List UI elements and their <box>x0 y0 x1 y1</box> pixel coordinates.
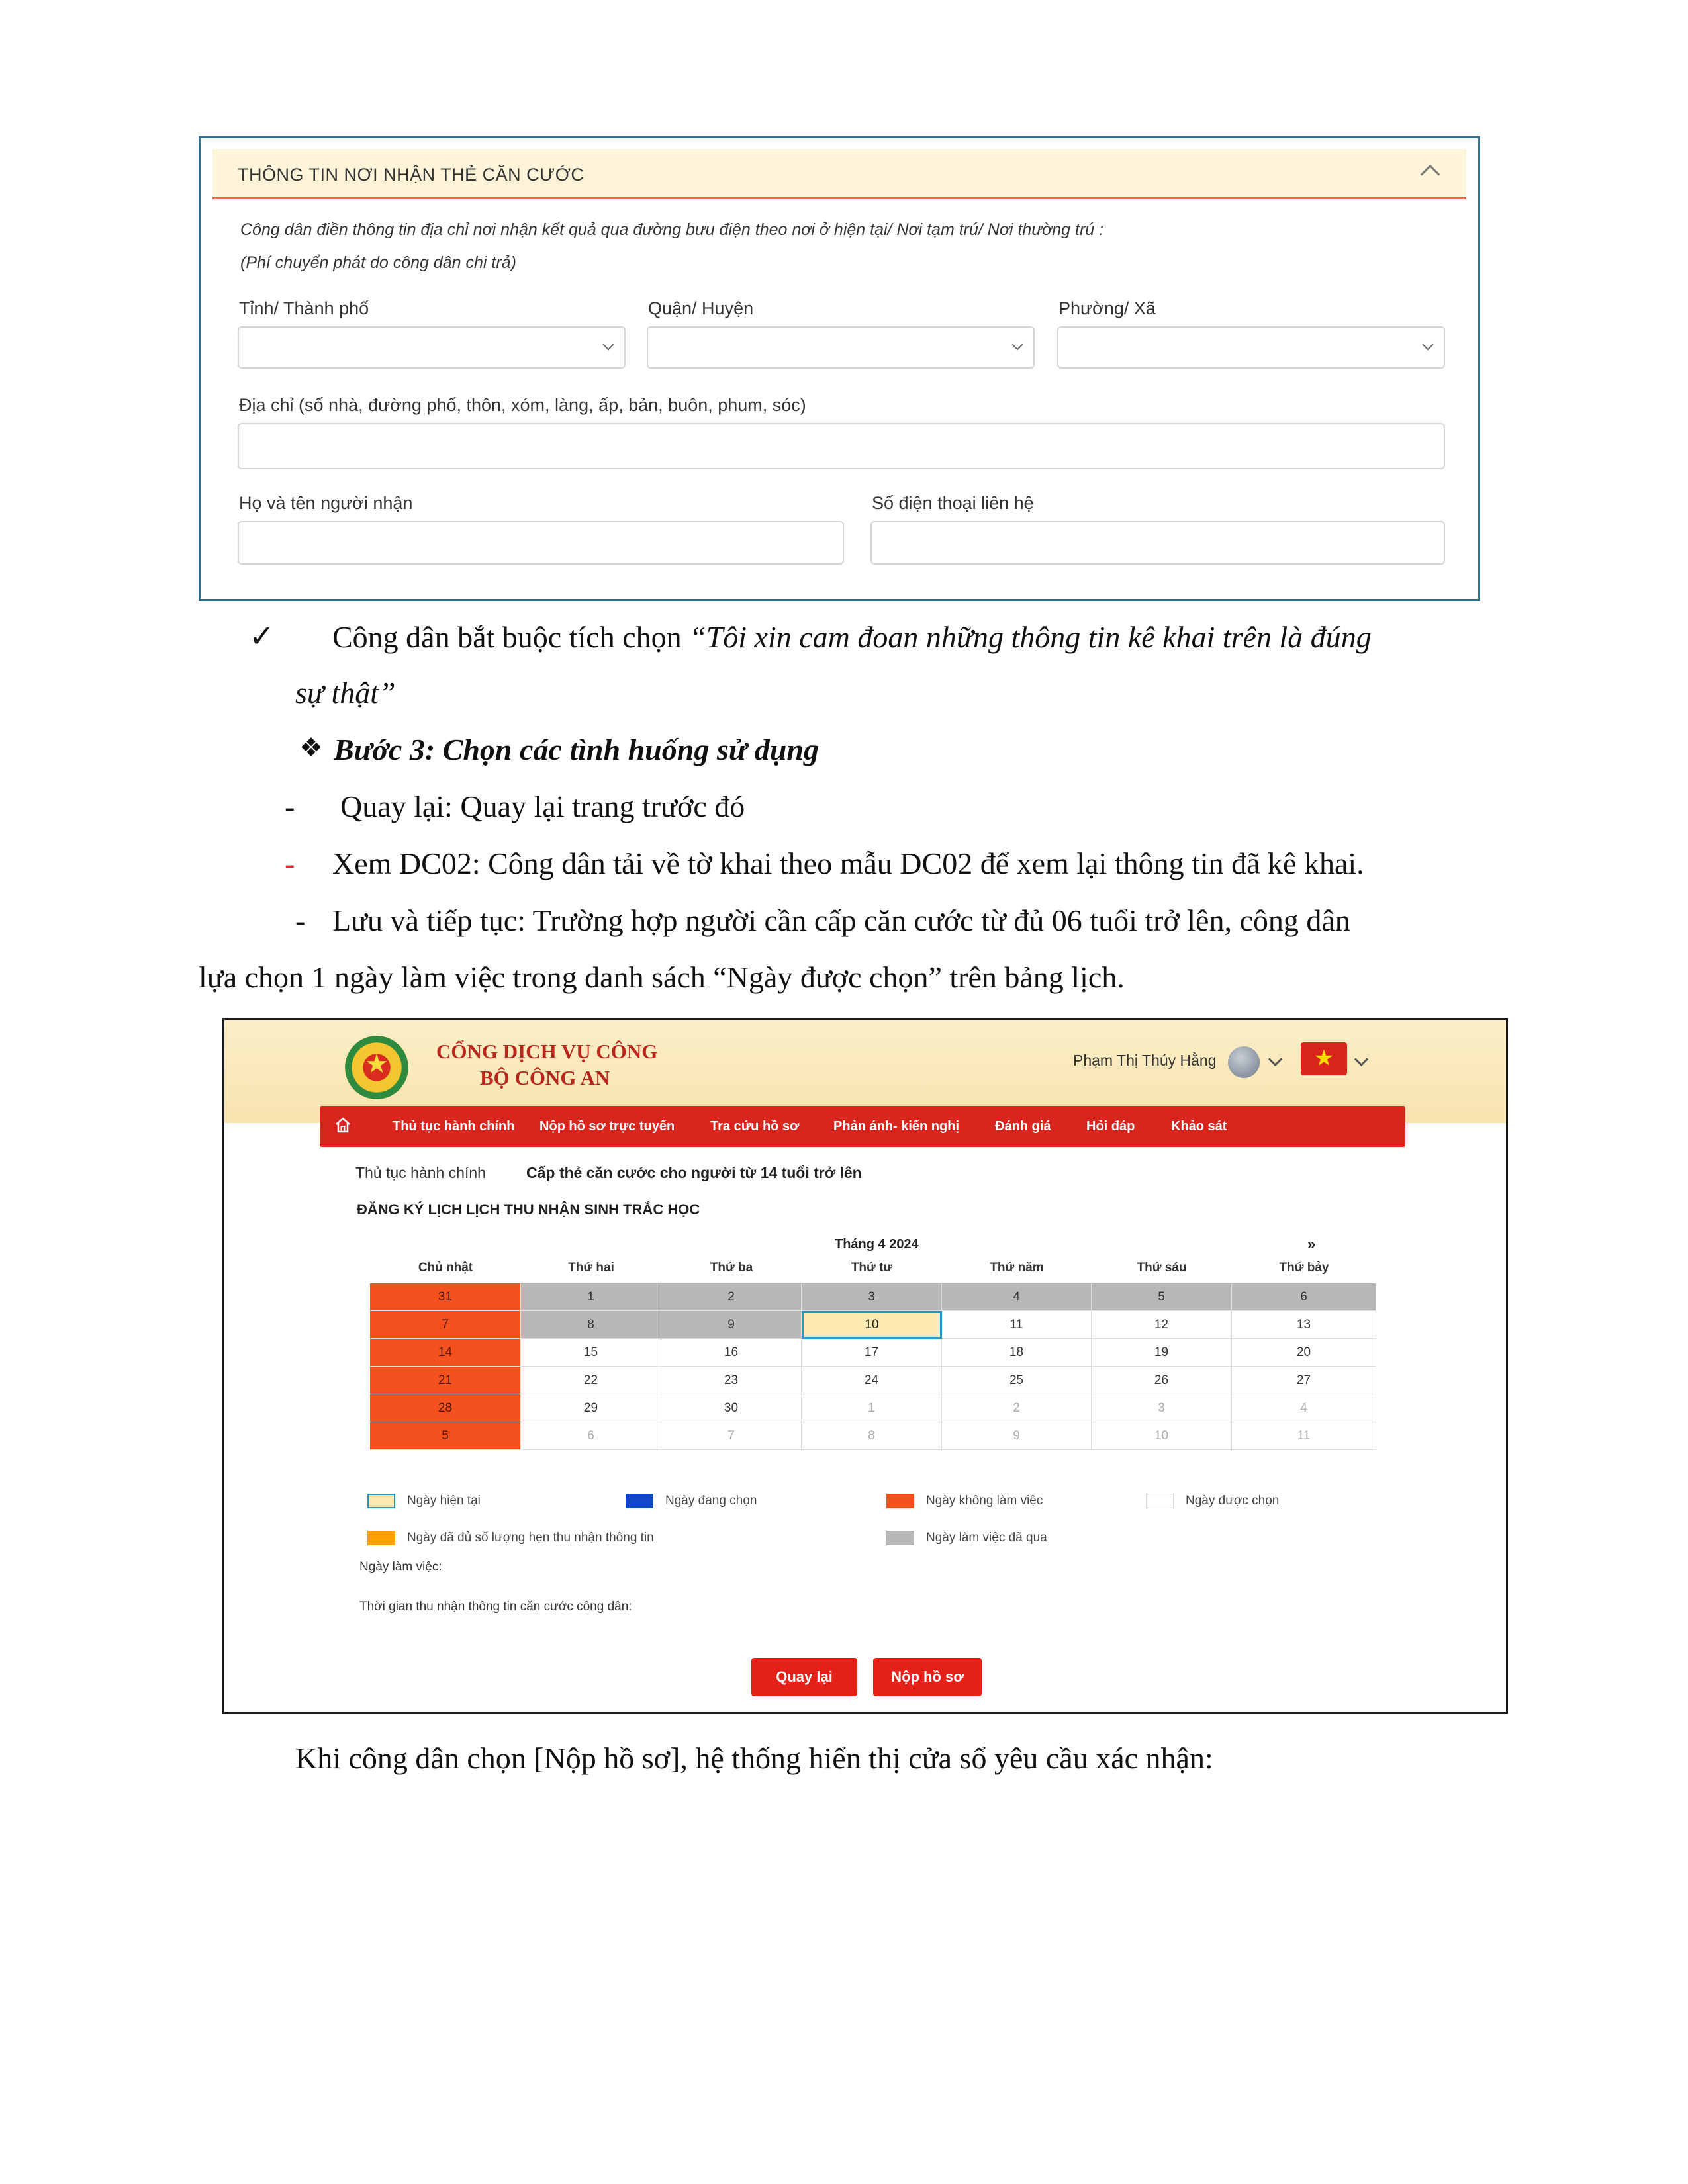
language-chevron-down-icon[interactable] <box>1354 1052 1368 1066</box>
calendar-day-cell: 2 <box>942 1394 1092 1422</box>
vietnam-flag-icon[interactable]: ★ <box>1301 1042 1347 1075</box>
chevron-down-icon <box>603 340 614 351</box>
calendar-day-cell: 28 <box>370 1394 521 1422</box>
phone-label: Số điện thoại liên hệ <box>872 493 1034 513</box>
time-label: Thời gian thu nhận thông tin căn cước công dân: <box>359 1600 632 1614</box>
calendar-day-cell[interactable]: 23 <box>661 1367 802 1394</box>
calendar-day-cell[interactable]: 29 <box>521 1394 661 1422</box>
calendar-day-cell[interactable]: 22 <box>521 1367 661 1394</box>
item-back: Quay lại: Quay lại trang trước đó <box>340 790 745 823</box>
ward-select[interactable] <box>1057 326 1445 369</box>
address-label: Địa chỉ (số nhà, đường phố, thôn, xóm, làng, ấp, bản, buôn, phum, sóc) <box>239 395 806 415</box>
legend-today-label: Ngày hiện tại <box>407 1494 481 1508</box>
diamond-bullet-icon: ❖ <box>299 733 323 762</box>
legend-past-label: Ngày làm việc đã qua <box>926 1531 1047 1545</box>
weekday-header: Chủ nhật <box>418 1261 473 1275</box>
chevron-down-icon <box>1423 340 1434 351</box>
calendar-day-cell[interactable]: 20 <box>1232 1339 1376 1367</box>
check-instruction-quote-end: sự thật” <box>295 676 396 709</box>
legend-non-working-label: Ngày không làm việc <box>926 1494 1043 1508</box>
calendar-day-cell: 21 <box>370 1367 521 1394</box>
calendar-day-cell: 11 <box>1232 1422 1376 1450</box>
breadcrumb-parent[interactable]: Thủ tục hành chính <box>355 1164 486 1181</box>
address-input[interactable] <box>238 423 1445 469</box>
calendar-day-cell: 7 <box>661 1422 802 1450</box>
calendar-day-cell: 6 <box>521 1422 661 1450</box>
calendar-day-cell[interactable]: 19 <box>1092 1339 1232 1367</box>
dash-bullet: - <box>285 846 295 880</box>
submit-button[interactable]: Nộp hồ sơ <box>873 1658 982 1696</box>
brand-line2[interactable]: BỘ CÔNG AN <box>480 1066 610 1089</box>
form-section-header[interactable] <box>212 149 1466 199</box>
calendar-day-cell[interactable]: 30 <box>661 1394 802 1422</box>
calendar-day-cell[interactable]: 13 <box>1232 1311 1376 1339</box>
calendar-day-cell: 8 <box>521 1311 661 1339</box>
working-day-label: Ngày làm việc: <box>359 1560 442 1574</box>
check-mark-icon: ✓ <box>249 619 275 653</box>
check-instruction-quote: “Tôi xin cam đoan những thông tin kê khai trên là đúng <box>689 620 1372 654</box>
recipient-name-input[interactable] <box>238 521 844 565</box>
item-view-dc02: Xem DC02: Công dân tải về tờ khai theo mẫu DC02 để xem lại thông tin đã kê khai. <box>332 846 1364 880</box>
calendar-day-cell: 5 <box>1092 1283 1232 1311</box>
calendar-day-cell: 5 <box>370 1422 521 1450</box>
legend-selectable-swatch <box>1146 1494 1174 1508</box>
calendar-day-cell[interactable]: 24 <box>802 1367 942 1394</box>
nav-khao-sat[interactable]: Khảo sát <box>1171 1119 1227 1134</box>
check-instruction-plain: Công dân bắt buộc tích chọn <box>332 620 682 654</box>
legend-non-working-swatch <box>886 1494 914 1508</box>
item-save-continue-2: lựa chọn 1 ngày làm việc trong danh sách “Ngày được chọn” trên bảng lịch. <box>199 960 1125 994</box>
form-note-line1: Công dân điền thông tin địa chỉ nơi nhận kết quả qua đường bưu điện theo nơi ở hiện tại/ Nơi tạm trú/ Nơi thường trú : <box>240 220 1104 239</box>
weekday-header: Thứ sáu <box>1137 1261 1187 1275</box>
calendar-day-cell: 9 <box>942 1422 1092 1450</box>
calendar-day-cell[interactable]: 11 <box>942 1311 1092 1339</box>
nav-danh-gia[interactable]: Đánh giá <box>995 1119 1051 1134</box>
main-navbar <box>320 1106 1405 1147</box>
calendar-day-cell: 3 <box>802 1283 942 1311</box>
province-label: Tỉnh/ Thành phố <box>239 298 369 318</box>
legend-today-swatch <box>367 1494 395 1508</box>
legend-selecting-label: Ngày đang chọn <box>665 1494 757 1508</box>
district-label: Quận/ Huyện <box>648 298 754 318</box>
calendar-day-cell: 7 <box>370 1311 521 1339</box>
next-month-icon[interactable]: » <box>1307 1236 1316 1252</box>
back-button[interactable]: Quay lại <box>751 1658 857 1696</box>
chevron-down-icon <box>1012 340 1023 351</box>
chevron-up-icon[interactable] <box>1421 165 1440 185</box>
recipient-name-label: Họ và tên người nhận <box>239 493 413 513</box>
legend-full-label: Ngày đã đủ số lượng hẹn thu nhận thông tin <box>407 1531 654 1545</box>
avatar[interactable] <box>1228 1046 1260 1078</box>
nav-thu-tuc-hanh-chinh[interactable]: Thủ tục hành chính <box>393 1119 515 1134</box>
district-select[interactable] <box>647 326 1035 369</box>
item-save-continue: Lưu và tiếp tục: Trường hợp người cần cấp căn cước từ đủ 06 tuổi trở lên, công dân <box>332 903 1350 937</box>
ward-label: Phường/ Xã <box>1058 298 1156 318</box>
calendar-day-cell[interactable]: 15 <box>521 1339 661 1367</box>
nav-tra-cuu-ho-so[interactable]: Tra cứu hồ sơ <box>710 1119 800 1134</box>
calendar-day-cell[interactable]: 26 <box>1092 1367 1232 1394</box>
province-select[interactable] <box>238 326 626 369</box>
calendar-day-cell: 4 <box>942 1283 1092 1311</box>
nav-phan-anh-kien-nghi[interactable]: Phản ánh- kiến nghị <box>833 1119 960 1134</box>
legend-selectable-label: Ngày được chọn <box>1186 1494 1280 1508</box>
user-name[interactable]: Phạm Thị Thúy Hằng <box>1073 1052 1217 1069</box>
calendar-day-cell: 6 <box>1232 1283 1376 1311</box>
user-menu-chevron-down-icon[interactable] <box>1268 1052 1282 1066</box>
step-heading: Bước 3: Chọn các tình huống sử dụng <box>334 733 819 766</box>
legend-full-swatch <box>367 1531 395 1545</box>
calendar-day-cell[interactable]: 17 <box>802 1339 942 1367</box>
calendar-day-cell: 4 <box>1232 1394 1376 1422</box>
form-section-title: THÔNG TIN NƠI NHẬN THẺ CĂN CƯỚC <box>238 165 585 185</box>
police-emblem-icon: ★ <box>345 1036 408 1099</box>
weekday-header: Thứ ba <box>710 1261 753 1275</box>
calendar-day-cell[interactable]: 18 <box>942 1339 1092 1367</box>
calendar-day-cell: 14 <box>370 1339 521 1367</box>
calendar-day-cell: 31 <box>370 1283 521 1311</box>
calendar-day-cell: 9 <box>661 1311 802 1339</box>
legend-selecting-swatch <box>626 1494 653 1508</box>
brand-line1[interactable]: CỔNG DỊCH VỤ CÔNG <box>436 1040 658 1063</box>
weekday-header: Thứ năm <box>990 1261 1044 1275</box>
calendar-day-cell: 10 <box>1092 1422 1232 1450</box>
nav-hoi-dap[interactable]: Hỏi đáp <box>1086 1119 1135 1134</box>
home-icon[interactable] <box>334 1116 352 1134</box>
closing-paragraph: Khi công dân chọn [Nộp hồ sơ], hệ thống hiển thị cửa sổ yêu cầu xác nhận: <box>295 1741 1213 1775</box>
legend-past-swatch <box>886 1531 914 1545</box>
dash-bullet: - <box>285 790 295 823</box>
nav-nop-ho-so-truc-tuyen[interactable]: Nộp hồ sơ trực tuyến <box>539 1119 675 1134</box>
calendar-day-cell: 1 <box>521 1283 661 1311</box>
portal-screenshot <box>222 1018 1508 1714</box>
check-instruction <box>332 619 1372 655</box>
form-note-line2: (Phí chuyển phát do công dân chi trả) <box>240 253 516 272</box>
dash-bullet: - <box>295 903 306 937</box>
calendar-day-cell: 8 <box>802 1422 942 1450</box>
recipient-info-form <box>199 136 1480 601</box>
calendar-day-cell[interactable]: 27 <box>1232 1367 1376 1394</box>
calendar-month-title: Tháng 4 2024 <box>835 1237 919 1251</box>
phone-input[interactable] <box>870 521 1445 565</box>
calendar-day-cell[interactable]: 12 <box>1092 1311 1232 1339</box>
weekday-header: Thứ bảy <box>1279 1261 1329 1275</box>
calendar-day-cell[interactable]: 10 <box>802 1311 942 1339</box>
calendar-day-cell: 3 <box>1092 1394 1232 1422</box>
calendar-day-cell: 1 <box>802 1394 942 1422</box>
calendar-day-cell: 2 <box>661 1283 802 1311</box>
weekday-header: Thứ tư <box>851 1261 893 1275</box>
calendar-day-cell[interactable]: 16 <box>661 1339 802 1367</box>
calendar-day-cell[interactable]: 25 <box>942 1367 1092 1394</box>
calendar-section-title: ĐĂNG KÝ LỊCH LỊCH THU NHẬN SINH TRẮC HỌC <box>357 1201 700 1218</box>
breadcrumb-current: Cấp thẻ căn cước cho người từ 14 tuổi trở lên <box>526 1164 862 1181</box>
weekday-header: Thứ hai <box>568 1261 614 1275</box>
